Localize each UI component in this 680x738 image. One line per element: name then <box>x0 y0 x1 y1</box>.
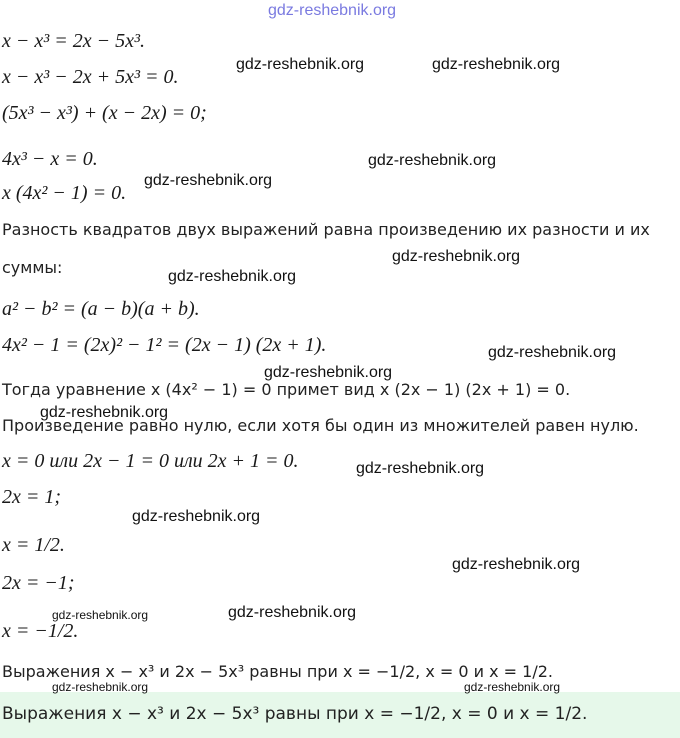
line-7: суммы: <box>2 258 63 277</box>
line-8: a² − b² = (a − b)(a + b). <box>2 298 200 320</box>
watermark: gdz-reshebnik.org <box>144 172 273 189</box>
watermark: gdz-reshebnik.org <box>228 604 357 621</box>
watermark: gdz-reshebnik.org <box>52 680 149 694</box>
answer-text: Выражения x − x³ и 2x − 5x³ равны при x = −1/2, x = 0 и x = 1/2. <box>2 704 588 724</box>
line-13: 2x = 1; <box>2 486 62 508</box>
line-5: x (4x² − 1) = 0. <box>2 182 127 204</box>
line-6: Разность квадратов двух выражений равна произведению их разности и их <box>2 220 650 239</box>
watermark: gdz-reshebnik.org <box>52 608 149 622</box>
line-9: 4x² − 1 = (2x)² − 1² = (2x − 1) (2x + 1). <box>2 334 327 356</box>
line-1: x − x³ = 2x − 5x³. <box>2 30 145 52</box>
watermark: gdz-reshebnik.org <box>368 152 497 169</box>
watermark-top: gdz-reshebnik.org <box>268 2 397 19</box>
watermark: gdz-reshebnik.org <box>264 364 393 381</box>
watermark: gdz-reshebnik.org <box>432 56 561 73</box>
watermark: gdz-reshebnik.org <box>236 56 365 73</box>
line-2: x − x³ − 2x + 5x³ = 0. <box>2 66 179 88</box>
watermark: gdz-reshebnik.org <box>356 460 485 477</box>
watermark: gdz-reshebnik.org <box>168 268 297 285</box>
line-12: x = 0 или 2x − 1 = 0 или 2x + 1 = 0. <box>2 450 299 472</box>
watermark: gdz-reshebnik.org <box>392 248 521 265</box>
line-17: Выражения x − x³ и 2x − 5x³ равны при x = −1/2, x = 0 и x = 1/2. <box>2 662 553 681</box>
line-16: x = −1/2. <box>2 620 79 642</box>
watermark: gdz-reshebnik.org <box>488 344 617 361</box>
line-15: 2x = −1; <box>2 572 75 594</box>
answer-box <box>0 692 680 738</box>
watermark: gdz-reshebnik.org <box>464 680 561 694</box>
watermark: gdz-reshebnik.org <box>40 404 169 421</box>
line-4: 4x³ − x = 0. <box>2 148 98 170</box>
line-11: Произведение равно нулю, если хотя бы один из множителей равен нулю. <box>2 416 639 435</box>
watermark: gdz-reshebnik.org <box>452 556 581 573</box>
line-3: (5x³ − x³) + (x − 2x) = 0; <box>2 102 207 124</box>
line-14: x = 1/2. <box>2 534 65 556</box>
line-10: Тогда уравнение x (4x² − 1) = 0 примет вид x (2x − 1) (2x + 1) = 0. <box>2 380 571 399</box>
watermark: gdz-reshebnik.org <box>132 508 261 525</box>
